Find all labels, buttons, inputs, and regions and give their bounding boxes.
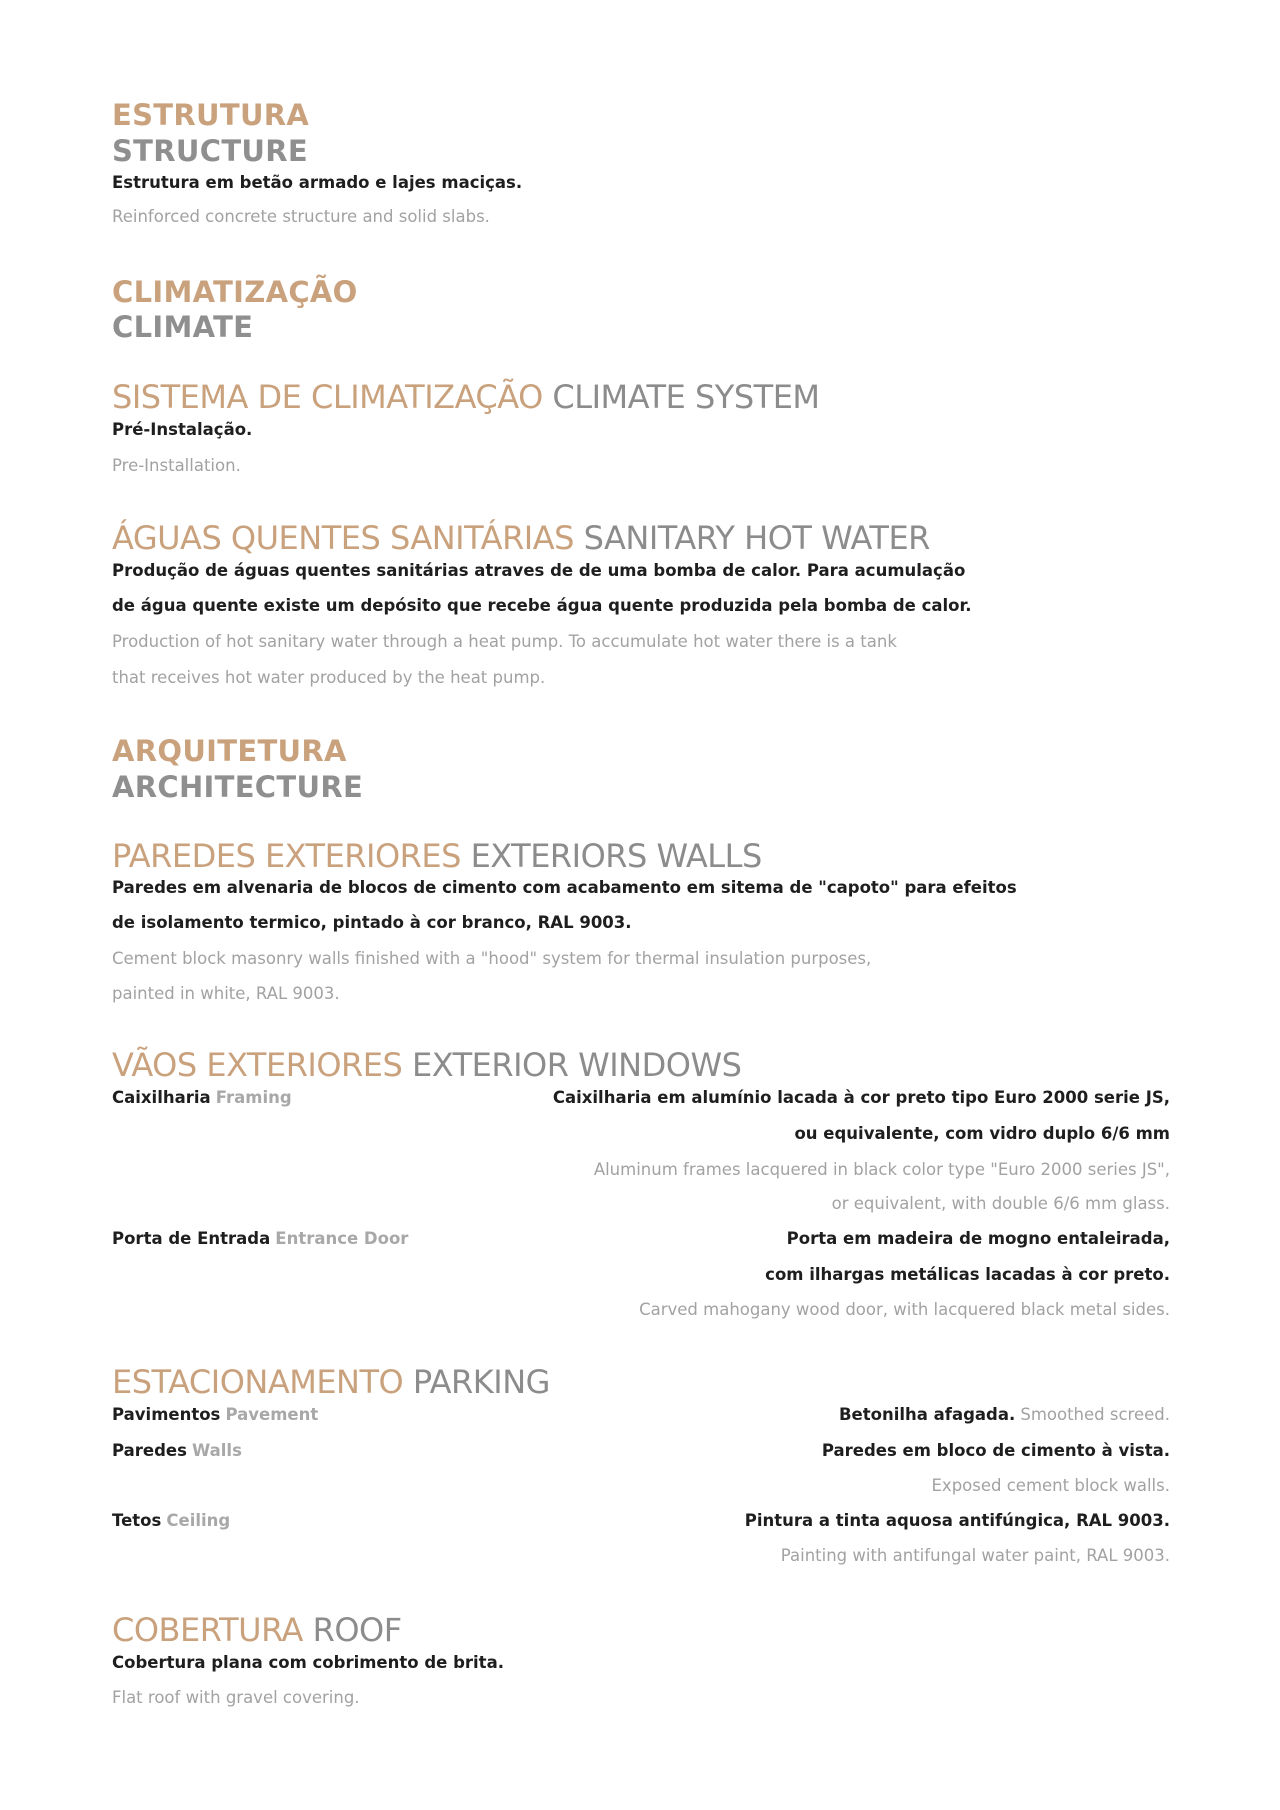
climate-title-en: CLIMATE: [112, 310, 254, 344]
architecture-title-en: ARCHITECTURE: [112, 770, 364, 804]
framing-label-en: Framing: [215, 1088, 292, 1107]
structure-text-en: Reinforced concrete structure and solid slabs.: [112, 207, 490, 226]
ceiling-text-pt: Pintura a tinta aquosa antifúngica, RAL 9003.: [744, 1511, 1170, 1530]
pavement-text-pt: Betonilha afagada.: [838, 1405, 1016, 1424]
pavement-text-en: Smoothed screed.: [1020, 1405, 1170, 1424]
architecture-title-pt: ARQUITETURA: [112, 734, 347, 768]
parking-walls-text-pt: Paredes em bloco de cimento à vista.: [821, 1441, 1170, 1460]
structure-title-en: STRUCTURE: [112, 134, 309, 168]
hot-water-heading: [112, 519, 930, 557]
parking-heading-en: PARKING: [412, 1363, 550, 1401]
climate-system-text-en: Pre-Installation.: [112, 456, 241, 475]
roof-text-pt: Cobertura plana com cobrimento de brita.: [112, 1653, 504, 1672]
parking-walls-text-en: Exposed cement block walls.: [931, 1476, 1170, 1495]
exterior-walls-heading-pt: PAREDES EXTERIORES: [112, 837, 461, 875]
pavement-label: [112, 1405, 318, 1424]
pavement-label-en: Pavement: [225, 1405, 319, 1424]
climate-system-heading-en: CLIMATE SYSTEM: [552, 378, 820, 416]
exterior-windows-heading-pt: VÃOS EXTERIORES: [112, 1046, 403, 1084]
climate-system-heading: [112, 378, 820, 416]
exterior-walls-heading: [112, 837, 762, 875]
entrance-door-label-pt: Porta de Entrada: [112, 1229, 271, 1248]
parking-walls-label-en: Walls: [192, 1441, 242, 1460]
entrance-door-text-pt-2: com ilhargas metálicas lacadas à cor preto.: [765, 1265, 1170, 1284]
framing-label-pt: Caixilharia: [112, 1088, 211, 1107]
parking-heading: [112, 1363, 550, 1401]
entrance-door-text-en-1: Carved mahogany wood door, with lacquered black metal sides.: [639, 1300, 1170, 1319]
exterior-windows-heading-en: EXTERIOR WINDOWS: [411, 1046, 742, 1084]
hot-water-text-en-1: Production of hot sanitary water through a heat pump. To accumulate hot water there is a tank: [112, 632, 897, 651]
structure-title-pt: ESTRUTURA: [112, 98, 310, 132]
ceiling-label-pt: Tetos: [112, 1511, 162, 1530]
roof-heading: [112, 1611, 402, 1649]
ceiling-label: [112, 1511, 230, 1530]
structure-text-pt: Estrutura em betão armado e lajes maciças.: [112, 173, 523, 192]
roof-heading-en: ROOF: [312, 1611, 402, 1649]
ceiling-text-en: Painting with antifungal water paint, RAL 9003.: [780, 1546, 1170, 1565]
entrance-door-label: [112, 1229, 408, 1248]
exterior-walls-text-en-1: Cement block masonry walls finished with a "hood" system for thermal insulation purposes,: [112, 949, 872, 968]
parking-walls-label: [112, 1441, 242, 1460]
climate-title-pt: CLIMATIZAÇÃO: [112, 275, 358, 309]
framing-label: [112, 1088, 292, 1107]
ceiling-label-en: Ceiling: [166, 1511, 231, 1530]
framing-text-en-1: Aluminum frames lacquered in black color type "Euro 2000 series JS",: [593, 1160, 1170, 1179]
roof-text-en: Flat roof with gravel covering.: [112, 1688, 360, 1707]
climate-system-heading-pt: SISTEMA DE CLIMATIZAÇÃO: [112, 378, 543, 416]
parking-heading-pt: ESTACIONAMENTO: [112, 1363, 404, 1401]
framing-text-en-2: or equivalent, with double 6/6 mm glass.: [831, 1194, 1170, 1213]
exterior-walls-heading-en: EXTERIORS WALLS: [470, 837, 762, 875]
pavement-label-pt: Pavimentos: [112, 1405, 221, 1424]
exterior-walls-text-pt-1: Paredes em alvenaria de blocos de cimento com acabamento em sitema de "capoto" para efeitos: [112, 878, 1017, 897]
climate-system-text-pt: Pré-Instalação.: [112, 420, 253, 439]
entrance-door-label-en: Entrance Door: [275, 1229, 409, 1248]
entrance-door-text-pt-1: Porta em madeira de mogno entaleirada,: [786, 1229, 1170, 1248]
hot-water-text-pt-2: de água quente existe um depósito que recebe água quente produzida pela bomba de calor.: [112, 596, 972, 615]
exterior-walls-text-en-2: painted in white, RAL 9003.: [112, 984, 340, 1003]
hot-water-text-en-2: that receives hot water produced by the heat pump.: [112, 668, 546, 687]
hot-water-heading-en: SANITARY HOT WATER: [583, 519, 930, 557]
framing-text-pt-2: ou equivalente, com vidro duplo 6/6 mm: [794, 1124, 1170, 1143]
roof-heading-pt: COBERTURA: [112, 1611, 303, 1649]
hot-water-text-pt-1: Produção de águas quentes sanitárias atraves de de uma bomba de calor. Para acumulação: [112, 561, 966, 580]
exterior-walls-text-pt-2: de isolamento termico, pintado à cor branco, RAL 9003.: [112, 913, 632, 932]
exterior-windows-heading: [112, 1046, 741, 1084]
parking-walls-label-pt: Paredes: [112, 1441, 187, 1460]
hot-water-heading-pt: ÁGUAS QUENTES SANITÁRIAS: [112, 519, 574, 557]
framing-text-pt-1: Caixilharia em alumínio lacada à cor preto tipo Euro 2000 serie JS,: [552, 1088, 1170, 1107]
pavement-text: [839, 1405, 1170, 1424]
